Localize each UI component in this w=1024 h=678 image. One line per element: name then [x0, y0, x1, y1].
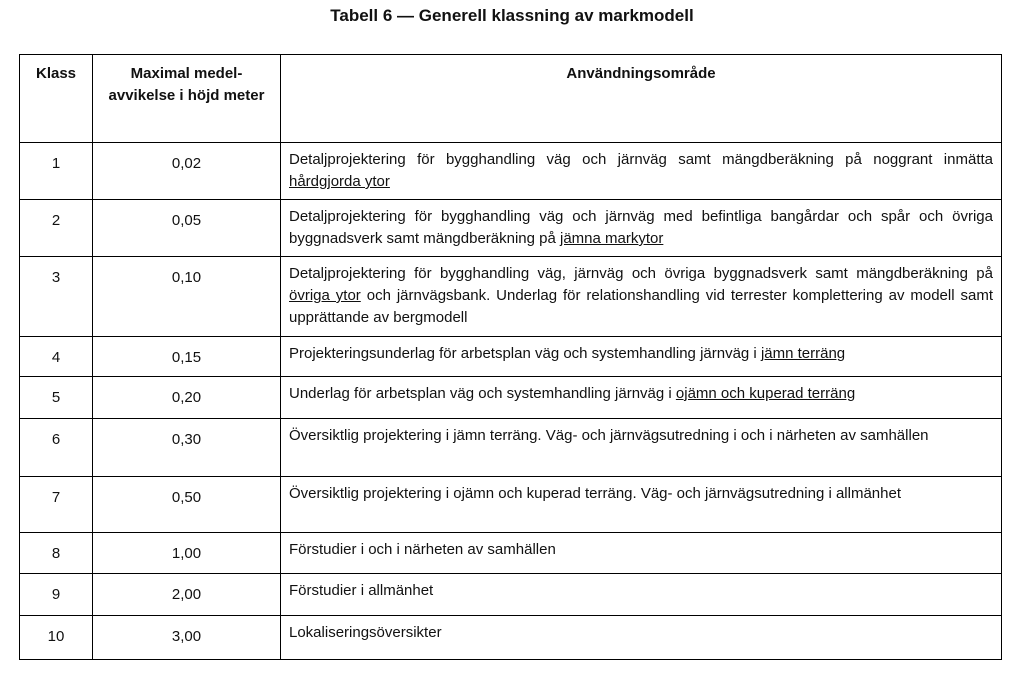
header-anvandning: Användningsområde [281, 55, 1002, 143]
cell-anvandning [281, 143, 1002, 200]
table-row [20, 143, 1002, 200]
desc-text: Förstudier i allmänhet [289, 582, 434, 599]
desc-text: Detaljprojektering för bygghandling väg, järnväg och övriga byggnadsverk samt mängdberäkning på [289, 265, 993, 282]
table-row [20, 419, 1002, 477]
table-row [20, 257, 1002, 337]
cell-anvandning [281, 616, 1002, 660]
cell-avvikelse: 2,00 [93, 574, 281, 616]
cell-avvikelse: 1,00 [93, 533, 281, 574]
header-avvikelse: Maximal medel-avvikelse i höjd meter [93, 55, 281, 143]
cell-avvikelse: 0,20 [93, 377, 281, 419]
table-row [20, 574, 1002, 616]
desc-text: Lokaliseringsöversikter [289, 624, 442, 641]
cell-avvikelse: 0,30 [93, 419, 281, 477]
desc-text: Detaljprojektering för bygghandling väg och järnväg med befintliga bangårdar och spår och övriga byggnadsverk samt mängdberäkning på [289, 208, 993, 247]
cell-avvikelse: 0,15 [93, 337, 281, 377]
desc-underlined: hårdgjorda ytor [289, 173, 390, 190]
cell-avvikelse: 0,05 [93, 200, 281, 257]
cell-anvandning [281, 477, 1002, 533]
cell-anvandning [281, 257, 1002, 337]
table-row [20, 616, 1002, 660]
cell-klass: 2 [20, 200, 93, 257]
cell-klass: 10 [20, 616, 93, 660]
cell-anvandning [281, 574, 1002, 616]
desc-text: Förstudier i och i närheten av samhällen [289, 541, 556, 558]
cell-avvikelse: 0,02 [93, 143, 281, 200]
table-title: Tabell 6 — Generell klassning av markmodell [330, 6, 694, 25]
cell-klass: 8 [20, 533, 93, 574]
desc-text: Översiktlig projektering i ojämn och kuperad terräng. Väg- och järnvägsutredning i allmänhet [289, 485, 901, 502]
cell-klass: 1 [20, 143, 93, 200]
cell-anvandning [281, 419, 1002, 477]
desc-text: Detaljprojektering för bygghandling väg och järnväg samt mängdberäkning på noggrant inmätta [289, 151, 993, 168]
cell-anvandning [281, 377, 1002, 419]
desc-underlined: ojämn och kuperad terräng [675, 385, 856, 402]
cell-anvandning [281, 337, 1002, 377]
table-row [20, 533, 1002, 574]
desc-text: Underlag för arbetsplan väg och systemhandling järnväg i [289, 385, 676, 402]
cell-klass: 5 [20, 377, 93, 419]
desc-text: Översiktlig projektering i jämn terräng. Väg- och järnvägsutredning i och i närheten av samhällen [289, 427, 929, 444]
cell-klass: 4 [20, 337, 93, 377]
desc-text-end: och järnvägsbank. Underlag för relationshandling vid terrester komplettering av modell samt upprättande av bergmodell [289, 287, 994, 326]
cell-avvikelse: 0,10 [93, 257, 281, 337]
header-klass: Klass [20, 55, 93, 143]
cell-klass: 3 [20, 257, 93, 337]
desc-underlined: jämna markytor [560, 230, 664, 247]
cell-anvandning [281, 200, 1002, 257]
table-row [20, 477, 1002, 533]
desc-text: Projekteringsunderlag för arbetsplan väg och systemhandling järnväg i [289, 345, 761, 362]
table-header-row [20, 55, 1002, 143]
cell-klass: 7 [20, 477, 93, 533]
cell-anvandning [281, 533, 1002, 574]
desc-underlined: övriga ytor [289, 287, 361, 304]
table-row [20, 337, 1002, 377]
cell-klass: 6 [20, 419, 93, 477]
table-row [20, 377, 1002, 419]
classification-table [19, 54, 1002, 660]
cell-avvikelse: 3,00 [93, 616, 281, 660]
desc-underlined: jämn terräng [760, 345, 846, 362]
table-row [20, 200, 1002, 257]
cell-klass: 9 [20, 574, 93, 616]
cell-avvikelse: 0,50 [93, 477, 281, 533]
